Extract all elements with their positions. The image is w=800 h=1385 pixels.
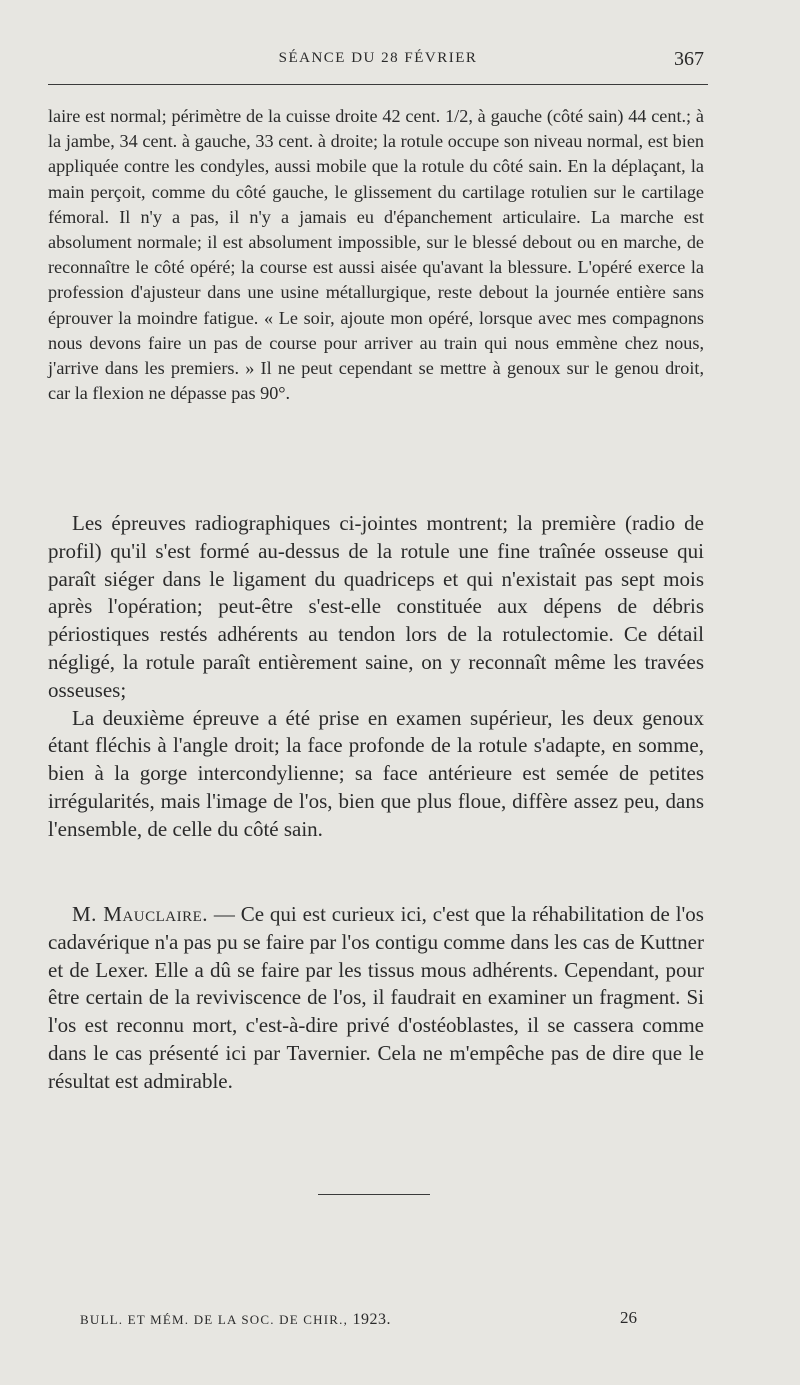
page-number: 367 (674, 48, 704, 70)
radiography-paragraph-1: Les épreuves radiographiques ci-jointes montrent; la première (radio de profil) qu'il s'est formé au-dessus de la rotule une fine traînée osseuse qui paraît siéger dans le ligament du quadriceps et qui n'existait pas sept mois après l'opération; peut-être s'est-elle constituée aux dépens de débris périostiques restés adhérents au tendon lors de la rotulectomie. Ce détail négligé, la rotule paraît entièrement saine, on y reconnaît même les travées osseuses; (48, 511, 704, 702)
journal-name: BULL. ET MÉM. DE LA SOC. DE CHIR., (80, 1312, 349, 1327)
page-footer (80, 1308, 680, 1332)
section-end-rule (318, 1194, 430, 1195)
page-header (48, 48, 708, 72)
radiography-section (48, 510, 704, 844)
journal-year: 1923. (352, 1311, 392, 1328)
observation-paragraph: laire est normal; périmètre de la cuisse droite 42 cent. 1/2, à gauche (côté sain) 44 cent.; à la jambe, 34 cent. à gauche, 33 cent. à droite; la rotule occupe son niveau normal, est bien appliquée contre les condyles, aussi mobile que la rotule du côté sain. En la déplaçant, la main perçoit, comme du côté gauche, le glissement du cartilage rotulien sur le cartilage fémoral. Il n'y a pas, il n'y a jamais eu d'épanchement articulaire. La marche est absolument normale; il est absolument impossible, sur le blessé debout ou en marche, de reconnaître le côté opéré; la course est aussi aisée qu'avant la blessure. L'opéré exerce la profession d'ajusteur dans une usine métallurgique, reste debout la journée entière sans éprouver la moindre fatigue. « Le soir, ajoute mon opéré, lorsque avec mes compagnons nous devons faire un pas de course pour arriver au train qui nous emmène chez nous, j'arrive dans les premiers. » Il ne peut cependant se mettre à genoux sur le genou droit, car la flexion ne dépasse pas 90°. (48, 106, 704, 404)
discussion-text: — Ce qui est curieux ici, c'est que la réhabilitation de l'os cadavérique n'a pas pu se faire par l'os contigu comme dans les cas de Kuttner et de Lexer. Elle a dû se faire par les tissus mous adhérents. Cependant, pour être certain de la reviviscence de l'os, il faudrait en examiner un fragment. Si l'os est reconnu mort, c'est-à-dire privé d'ostéoblastes, il se cassera comme dans le cas présenté ici par Tavernier. Cela ne m'empêche pas de dire que le résultat est admirable. (48, 902, 704, 1093)
header-divider (48, 84, 708, 85)
sheet-number: 26 (620, 1308, 637, 1327)
case-observation-section (48, 104, 704, 406)
journal-reference (80, 1311, 391, 1329)
running-title: SÉANCE DU 28 FÉVRIER (278, 50, 478, 66)
discussion-paragraph (48, 901, 704, 1096)
discussion-section (48, 901, 704, 1096)
speaker-name: M. Mauclaire. (72, 902, 209, 926)
radiography-paragraph-2: La deuxième épreuve a été prise en examen supérieur, les deux genoux étant fléchis à l'angle droit; la face profonde de la rotule s'adapte, en somme, bien à la gorge intercondylienne; sa face antérieure est semée de petites irrégularités, mais l'image de l'os, bien que plus floue, diffère assez peu, dans l'ensemble, de celle du côté sain. (48, 705, 704, 841)
